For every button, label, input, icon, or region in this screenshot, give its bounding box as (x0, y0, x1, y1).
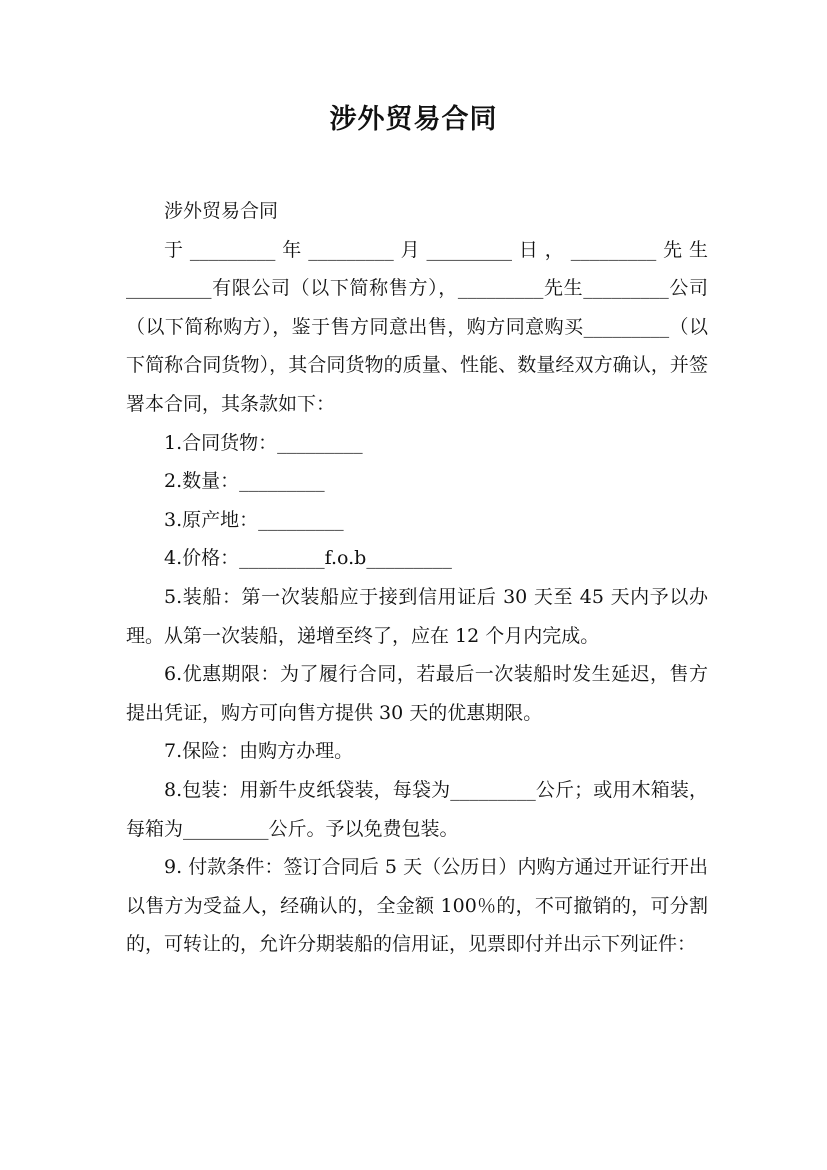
clause-price: 4.价格：_________f.o.b_________ (164, 547, 452, 570)
clause-shipment: 5.装船：第一次装船应于接到信用证后 30 天至 45 天内予以办理。从第一次装船，递增至终了，应在 12 个月内完成。 (126, 585, 708, 647)
document-title: 涉外贸易合同 (329, 104, 498, 135)
document-body (126, 192, 708, 964)
clause-payment: 9. 付款条件：签订合同后 5 天（公历日）内购方通过开证行开出以售方为受益人，经确认的，全金额 100％的，不可撤销的，可分割的，可转让的，允许分期装船的信用证，见票即付并出示下列证件： (126, 856, 708, 956)
paragraph-heading: 涉外贸易合同 (164, 200, 279, 222)
clause-quantity: 2.数量：_________ (164, 470, 325, 493)
clause-insurance: 7.保险：由购方办理。 (164, 740, 354, 763)
clause-goods: 1.合同货物：_________ (164, 431, 363, 454)
clause-packing: 8.包装：用新牛皮纸袋装，每袋为_________公斤；或用木箱装，每箱为_________公斤。予以免费包装。 (126, 778, 708, 840)
clause-origin: 3.原产地：_________ (164, 508, 344, 531)
clause-grace-period: 6.优惠期限：为了履行合同，若最后一次装船时发生延迟，售方提出凭证，购方可向售方提供 30 天的优惠期限。 (126, 663, 708, 724)
paragraph-preamble: 于_________年_________月_________日，_________先生_________有限公司（以下简称售方），_________先生_________公司（以下简称购方），鉴于售方同意出售，购方同意购买_________（以下简称合同货物），其合同货物的质量、性能、数量经双方确认，并签署本合同，其条款如下： (126, 238, 708, 415)
